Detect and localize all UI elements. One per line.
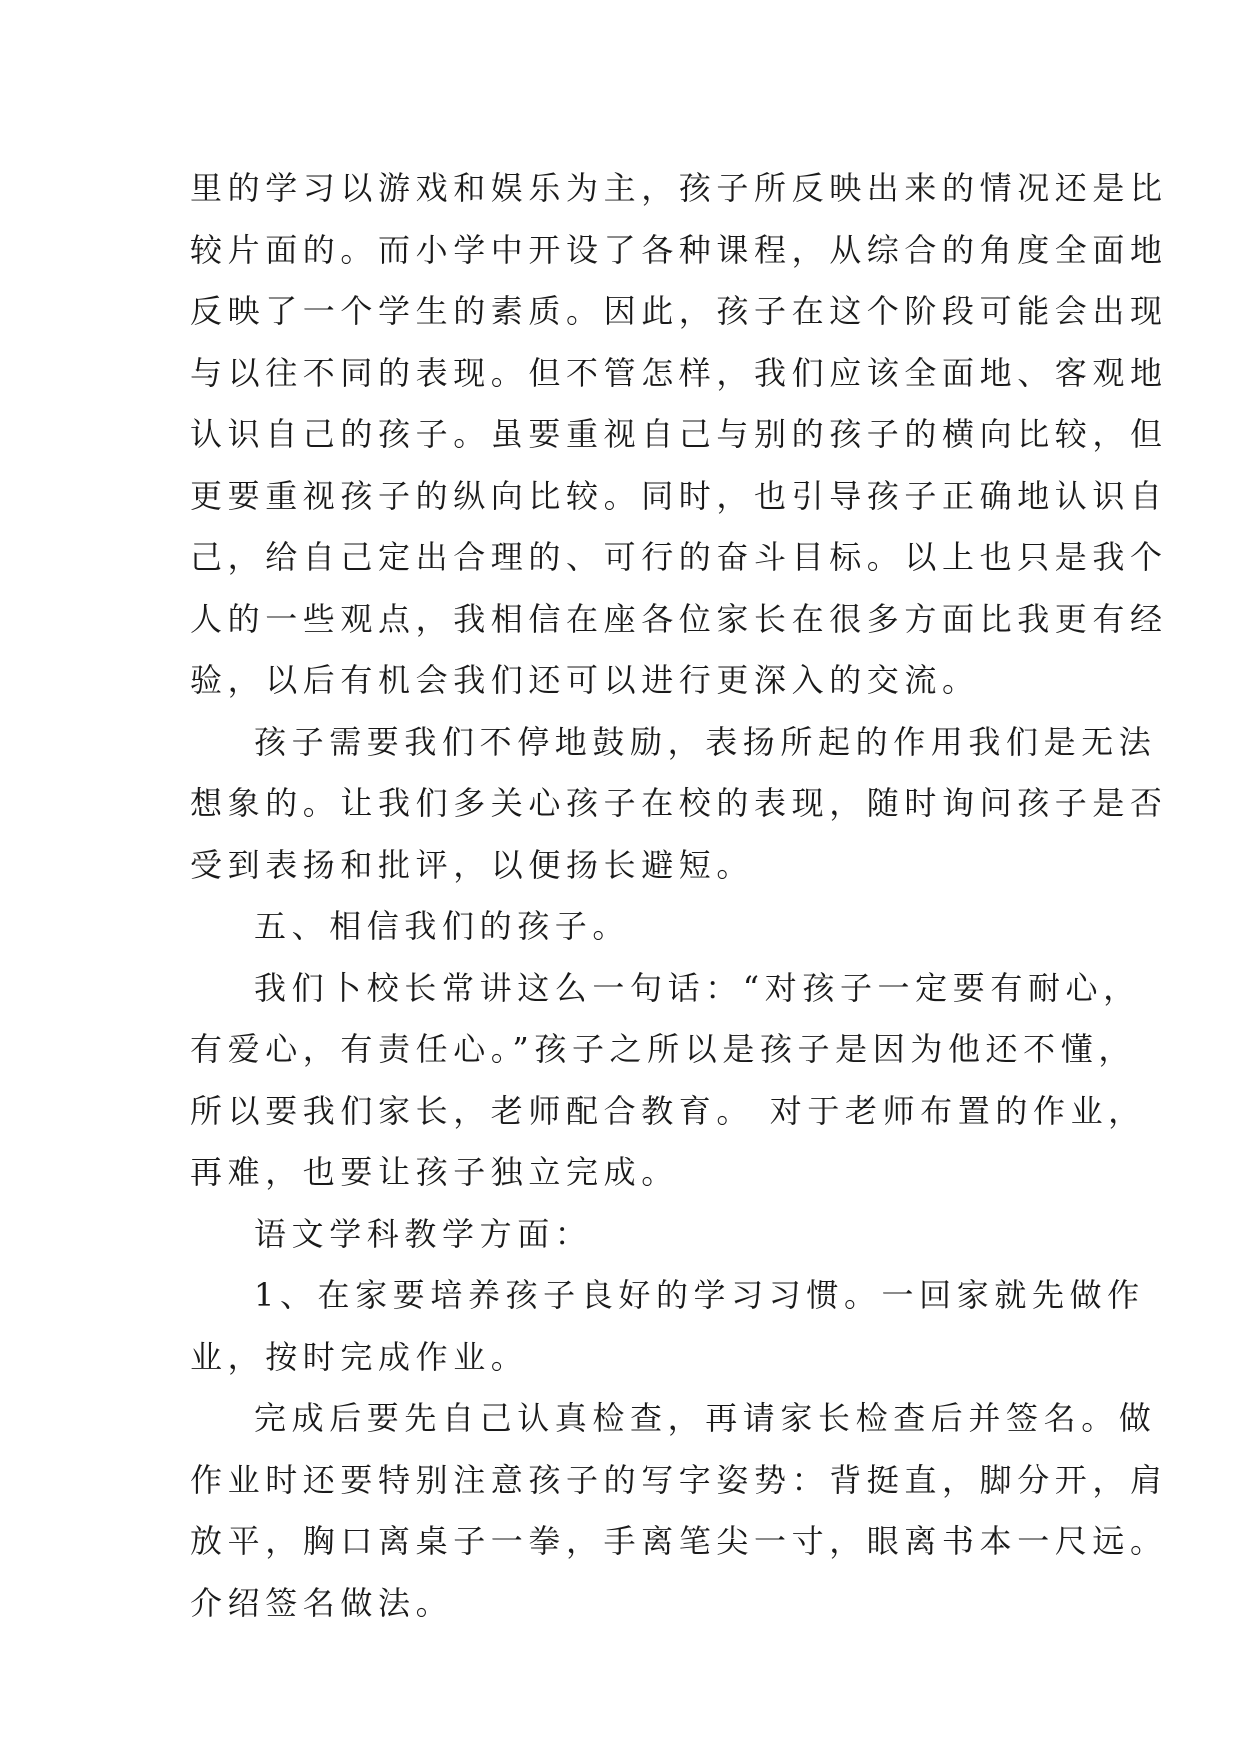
text-line: 认识自己的孩子。虽要重视自己与别的孩子的横向比较，但 — [190, 415, 1168, 453]
subsection-heading: 语文学科教学方面： — [254, 1214, 593, 1253]
text-line: 较片面的。而小学中开设了各种课程，从综合的角度全面地 — [190, 230, 1168, 269]
section-heading: 五、相信我们的孩子。 — [254, 907, 631, 945]
text-line: 己，给自己定出合理的、可行的奋斗目标。以上也只是我个 — [190, 538, 1168, 576]
text-line: 反映了一个学生的素质。因此，孩子在这个阶段可能会出现 — [190, 292, 1168, 330]
text-line: 所以要我们家长，老师配合教育。 对于老师布置的作业， — [190, 1091, 1146, 1130]
text-line: 更要重视孩子的纵向比较。同时，也引导孩子正确地认识自 — [190, 476, 1168, 515]
document-body — [190, 158, 1168, 1634]
text-line: 与以往不同的表现。但不管怎样，我们应该全面地、客观地 — [190, 353, 1168, 392]
text-line: 想象的。让我们多关心孩子在校的表现，随时询问孩子是否 — [190, 784, 1168, 822]
text-line: 业，按时完成作业。 — [190, 1337, 529, 1376]
text-line: 里的学习以游戏和娱乐为主，孩子所反映出来的情况还是比 — [190, 169, 1168, 207]
text-line: 放平，胸口离桌子一拳，手离笔尖一寸，眼离书本一尺远。 — [190, 1522, 1168, 1560]
text-line: 再难，也要让孩子独立完成。 — [190, 1153, 679, 1191]
paragraph-start-line: 我们卜校长常讲这么一句话：“对孩子一定要有耐心， — [254, 968, 1141, 1007]
list-item-line: 1、在家要培养孩子良好的学习习惯。一回家就先做作 — [254, 1276, 1145, 1314]
text-line: 受到表扬和批评，以便扬长避短。 — [190, 845, 755, 884]
text-line: 介绍签名做法。 — [190, 1583, 454, 1622]
text-line: 验，以后有机会我们还可以进行更深入的交流。 — [190, 661, 980, 699]
paragraph-start-line: 孩子需要我们不停地鼓励，表扬所起的作用我们是无法 — [254, 722, 1157, 761]
text-line: 有爱心，有责任心。”孩子之所以是孩子是因为他还不懂， — [190, 1030, 1136, 1068]
paragraph-start-line: 完成后要先自己认真检查，再请家长检查后并签名。做 — [254, 1399, 1157, 1437]
text-line: 作业时还要特别注意孩子的写字姿势：背挺直，脚分开，肩 — [190, 1460, 1168, 1499]
text-line: 人的一些观点，我相信在座各位家长在很多方面比我更有经 — [190, 599, 1168, 638]
